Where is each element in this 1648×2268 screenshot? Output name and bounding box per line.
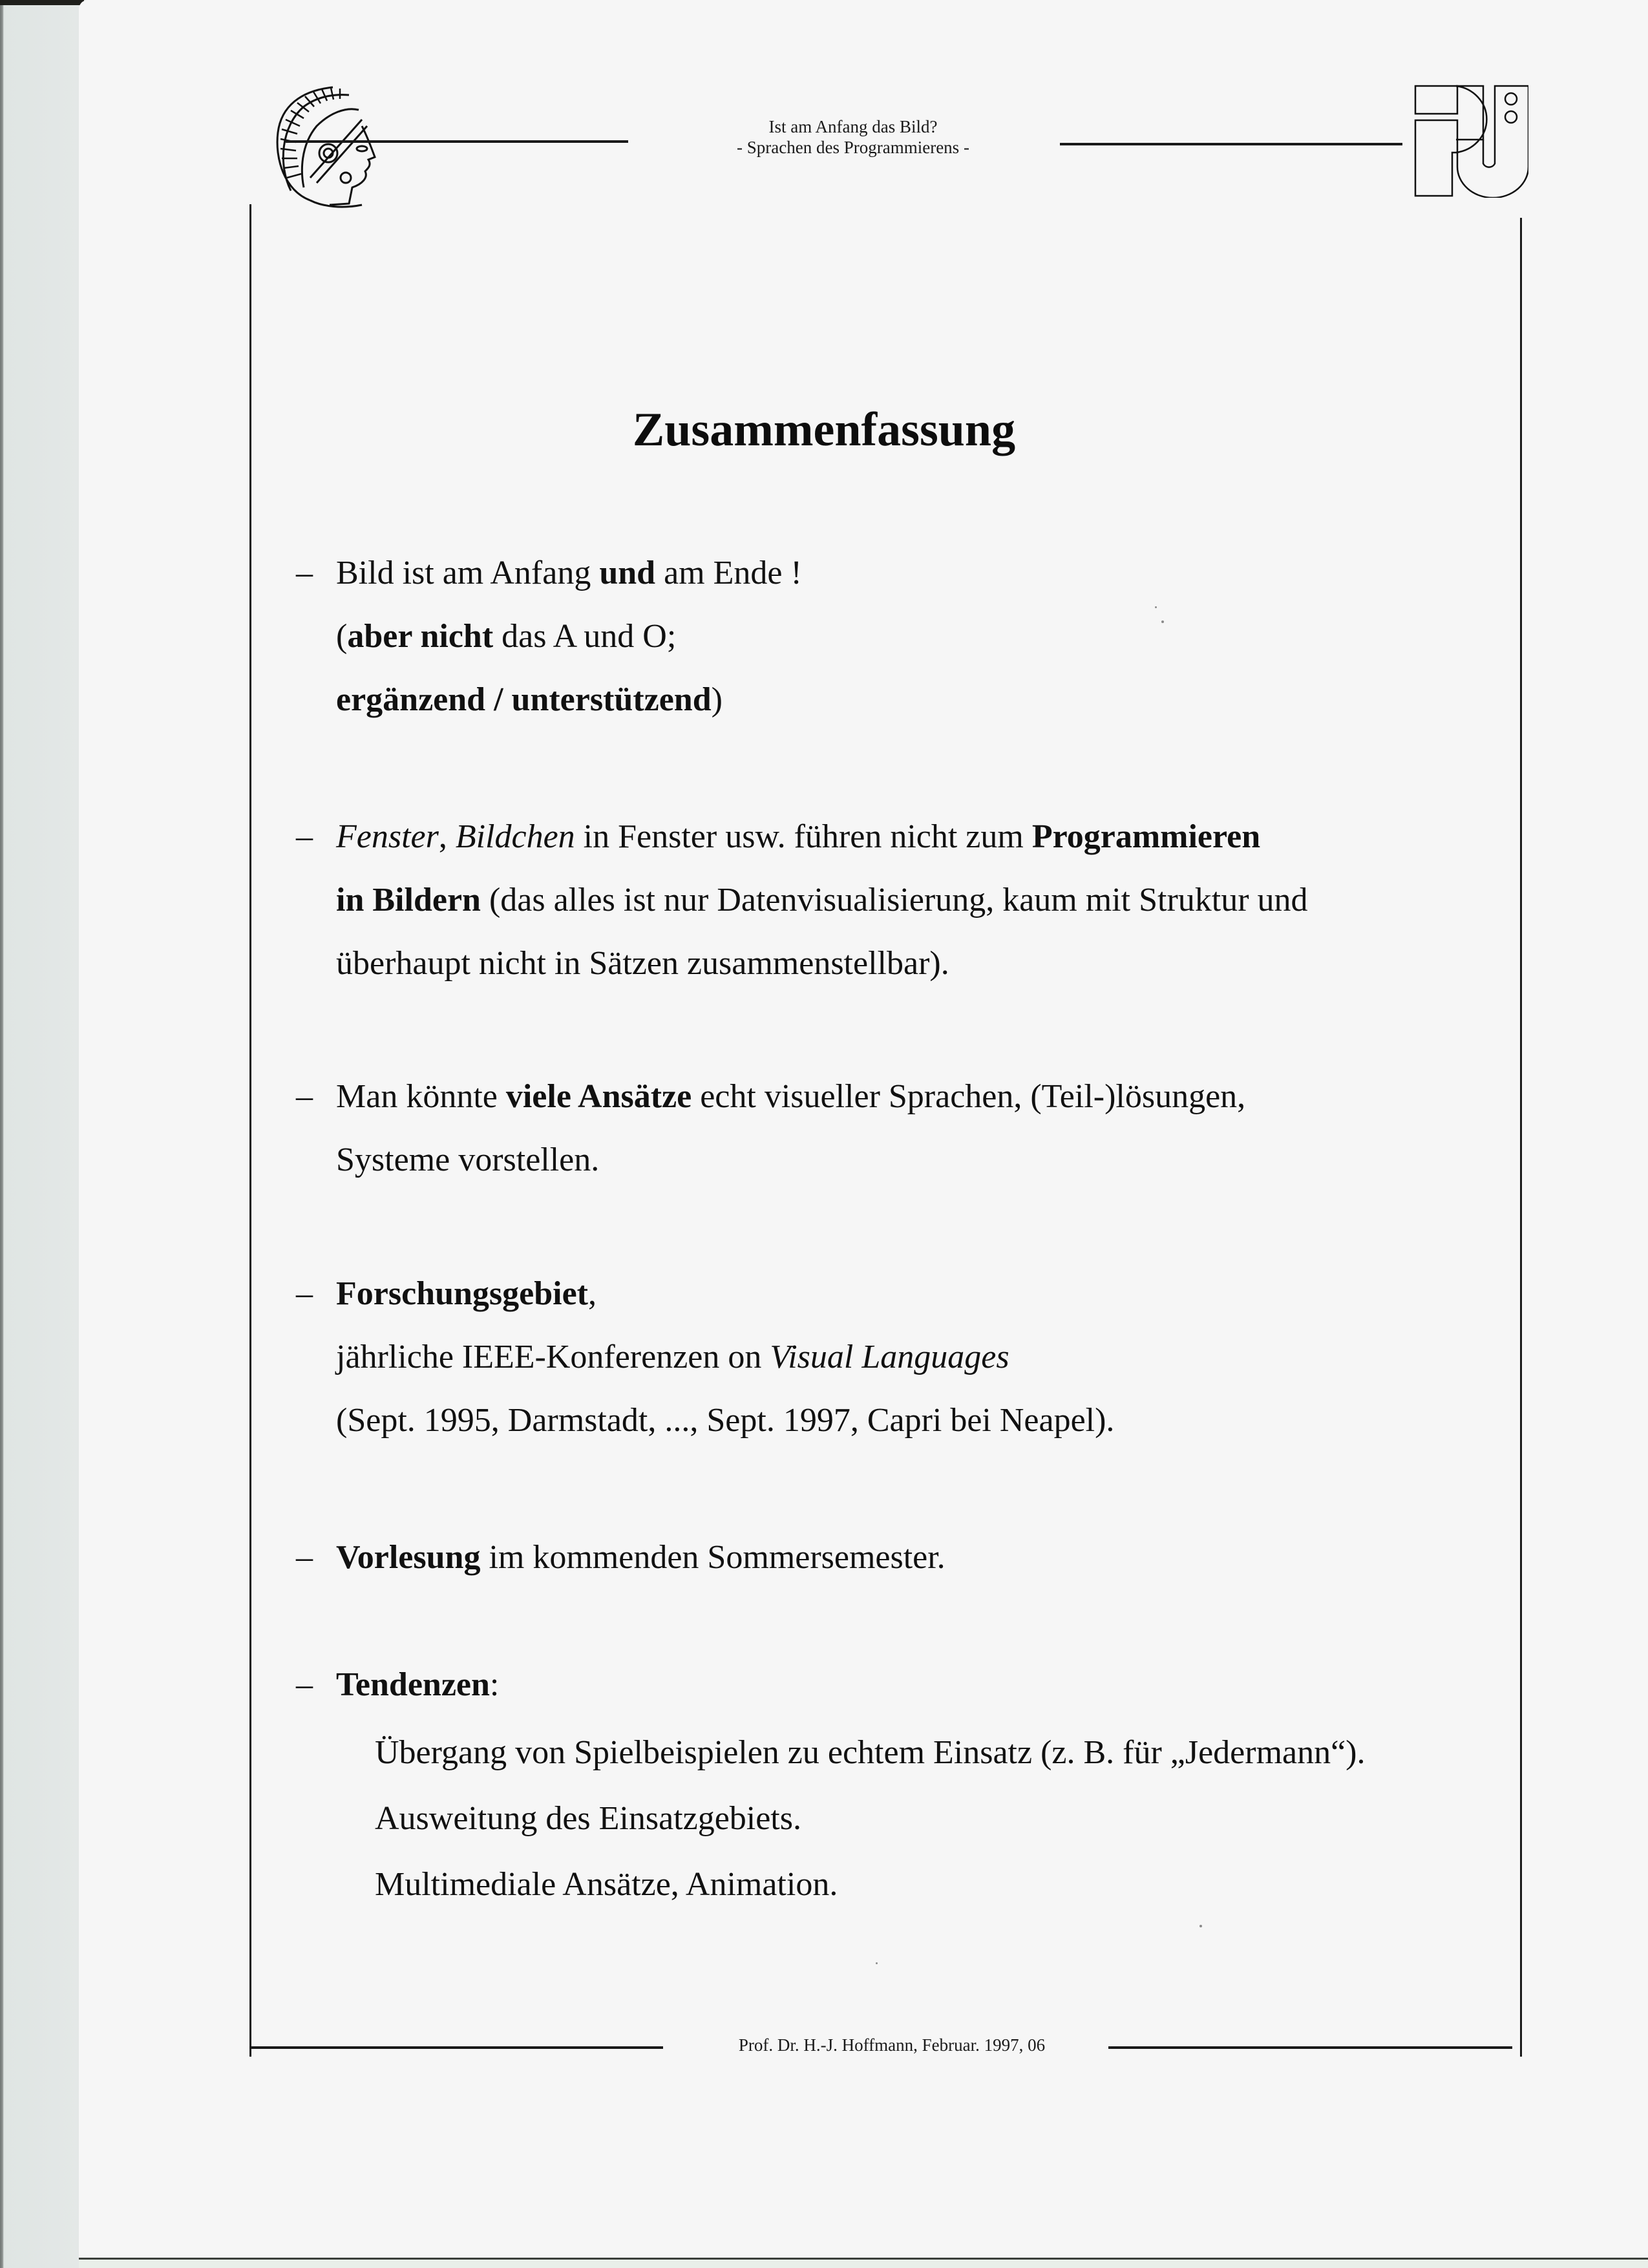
summary-line — [336, 1400, 1114, 1441]
bold-text: Tendenzen — [336, 1666, 490, 1703]
text-run: , — [588, 1275, 597, 1312]
scanner-edge-bottom — [79, 2260, 1648, 2268]
pu-monogram-logo — [1412, 83, 1528, 198]
text-run: (das alles ist nur Datenvisualisierung, kaum mit Struktur und — [480, 882, 1308, 918]
bullet-dash: – — [296, 818, 313, 855]
bullet-dash: – — [296, 1539, 313, 1576]
athena-seal-logo — [271, 81, 378, 210]
italic-text: Bildchen — [455, 818, 575, 855]
summary-line — [336, 943, 949, 984]
summary-line — [336, 679, 723, 721]
text-run: echt visueller Sprachen, (Teil-)lösungen, — [692, 1078, 1246, 1115]
text-run: , — [438, 818, 456, 855]
text-run: Bild ist am Anfang — [336, 555, 600, 591]
summary-line — [336, 1273, 597, 1315]
summary-line — [336, 1337, 1009, 1378]
header-title: Ist am Anfang das Bild? — [768, 117, 938, 136]
scan-speck — [1155, 606, 1157, 608]
summary-line — [336, 1664, 499, 1706]
scan-speck — [1161, 620, 1164, 623]
bold-text: aber nicht — [347, 618, 494, 655]
text-run: im kommenden Sommersemester. — [480, 1539, 945, 1576]
footer-rule-left — [249, 2046, 663, 2049]
footer-author-date: Prof. Dr. H.-J. Hoffmann, Februar. 1997, 06 — [738, 2035, 1046, 2055]
bullet-dash: – — [296, 1666, 313, 1703]
bullet-dash: – — [296, 1078, 313, 1115]
summary-line — [336, 1139, 599, 1181]
frame-left-border — [249, 204, 251, 2057]
bold-text: und — [599, 555, 656, 591]
footer-rule-right — [1108, 2046, 1512, 2049]
text-run: jährliche IEEE-Konferenzen on — [336, 1339, 770, 1375]
tendency-item: Ausweitung des Einsatzgebiets. — [375, 1800, 801, 1837]
tendency-item: Multimediale Ansätze, Animation. — [375, 1866, 838, 1903]
page-title: Zusammenfassung — [632, 403, 1016, 456]
text-run: Systeme vorstellen. — [336, 1141, 600, 1178]
text-run: das A und O; — [493, 618, 677, 655]
scan-speck — [876, 1962, 878, 1964]
text-run: : — [489, 1666, 500, 1703]
paper-sheet — [79, 0, 1648, 2260]
text-run: (Sept. 1995, Darmstadt, ..., Sept. 1997, Capri bei Neapel). — [336, 1402, 1115, 1439]
bold-text: Vorlesung — [336, 1539, 481, 1576]
header-rule-right — [1060, 143, 1402, 145]
bold-text: ergänzend / unterstützend — [336, 681, 712, 718]
header-subtitle: - Sprachen des Programmierens - — [737, 138, 969, 157]
bold-text: in Bildern — [336, 882, 481, 918]
summary-line — [336, 616, 676, 657]
bold-text: Programmieren — [1031, 818, 1261, 855]
summary-line — [336, 553, 802, 594]
scan-speck — [1199, 1925, 1202, 1927]
text-run: am Ende ! — [655, 555, 802, 591]
text-run: in Fenster usw. führen nicht zum — [575, 818, 1032, 855]
header-rule-left — [286, 140, 628, 143]
bold-text: Forschungsgebiet — [336, 1275, 588, 1312]
scanner-edge-top — [0, 0, 84, 5]
scanner-edge — [0, 0, 81, 2268]
summary-line — [336, 1076, 1245, 1118]
italic-text: Fenster — [336, 818, 439, 855]
summary-line — [336, 816, 1260, 858]
text-run: ( — [336, 618, 348, 655]
bold-text: viele Ansätze — [505, 1078, 692, 1115]
italic-text: Visual Languages — [770, 1339, 1009, 1375]
text-run: ) — [711, 681, 723, 718]
summary-line — [336, 880, 1308, 921]
text-run: Man könnte — [336, 1078, 506, 1115]
frame-right-border — [1520, 218, 1522, 2057]
bullet-dash: – — [296, 555, 313, 591]
tendency-item: Übergang von Spielbeispielen zu echtem Einsatz (z. B. für „Jedermann“). — [375, 1734, 1366, 1771]
summary-line — [336, 1537, 945, 1578]
text-run: überhaupt nicht in Sätzen zusammenstellbar). — [336, 945, 949, 982]
bullet-dash: – — [296, 1275, 313, 1312]
